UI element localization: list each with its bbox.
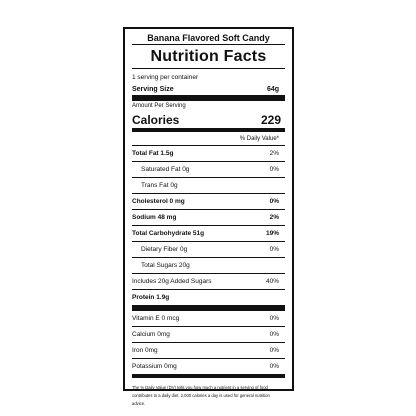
vitamin-label: Iron 0mg [132, 347, 158, 354]
nutrient-label: Saturated Fat 0g [141, 166, 190, 173]
nutrient-list [132, 146, 285, 305]
nutrient-row-trans-fat [132, 177, 285, 193]
nutrient-row-saturated-fat [132, 161, 285, 177]
nutrient-label: Cholesterol 0 mg [132, 198, 185, 205]
nutrient-dv: 19% [265, 230, 279, 237]
nutrient-row-added-sugars [132, 273, 285, 289]
vitamin-label: Calcium 0mg [132, 331, 170, 338]
nutrient-label: Dietary Fiber 0g [141, 246, 188, 253]
nutrient-dv: 2% [269, 150, 279, 157]
calories-label: Calories [132, 112, 180, 127]
vitamin-list [132, 311, 285, 374]
nutrient-dv: 40% [265, 278, 279, 285]
serving-size-value: 64g [266, 85, 279, 93]
nutrition-label [123, 27, 294, 406]
product-name: Banana Flavored Soft Candy [147, 33, 270, 43]
nutrient-dv: 0% [269, 198, 279, 205]
nutrition-facts-title: Nutrition Facts [150, 48, 267, 65]
divider [132, 44, 285, 45]
nutrient-dv: 2% [269, 214, 279, 221]
nutrient-dv: 0% [269, 246, 279, 253]
calories-row [132, 111, 285, 128]
nutrient-label: Sodium 48 mg [132, 214, 177, 221]
serving-size-label: Serving Size [132, 85, 174, 93]
nutrient-label: Total Sugars 20g [141, 262, 190, 269]
nutrient-row-sodium [132, 209, 285, 225]
nutrient-row-total-fat [132, 146, 285, 161]
vitamin-dv: 0% [269, 363, 279, 370]
vitamin-row-calcium [132, 326, 285, 342]
daily-value-header [132, 132, 285, 145]
amount-per-serving-text: Amount Per Serving [132, 103, 186, 109]
nutrient-row-dietary-fiber [132, 241, 285, 257]
servings-per-container [132, 72, 285, 83]
nutrient-dv: 0% [269, 166, 279, 173]
vitamin-dv: 0% [269, 331, 279, 338]
amount-per-serving [132, 101, 285, 111]
nutrient-label: Includes 20g Added Sugars [132, 278, 212, 285]
nutrient-label: Total Carbohydrate 51g [132, 230, 205, 237]
vitamin-row-potassium [132, 358, 285, 374]
servings-per-container-text: 1 serving per container [132, 74, 199, 81]
divider [132, 68, 285, 69]
nutrient-row-total-carbohydrate [132, 225, 285, 241]
daily-value-header-text: % Daily Value* [239, 135, 279, 142]
vitamin-row-iron [132, 342, 285, 358]
nutrient-label: Protein 1.9g [132, 294, 170, 301]
nutrient-label: Trans Fat 0g [141, 182, 178, 189]
nutrient-row-cholesterol [132, 193, 285, 209]
calories-value: 229 [260, 112, 281, 127]
vitamin-dv: 0% [269, 347, 279, 354]
nutrient-label: Total Fat 1.5g [132, 150, 174, 157]
serving-size-row [132, 83, 285, 95]
divider-thick [132, 374, 285, 378]
vitamin-row-vitamin-e [132, 311, 285, 326]
vitamin-label: Potassium 0mg [132, 363, 177, 370]
vitamin-label: Vitamin E 0 mcg [132, 315, 180, 322]
nutrient-row-protein [132, 289, 285, 305]
daily-value-footnote: The % Daily Value (DV) tells you how much a nutrient in a serving of food contributes to a daily diet. 2,000 calories a day is used for general nutrition advice. [132, 385, 270, 406]
nutrient-row-total-sugars [132, 257, 285, 273]
vitamin-dv: 0% [269, 315, 279, 322]
